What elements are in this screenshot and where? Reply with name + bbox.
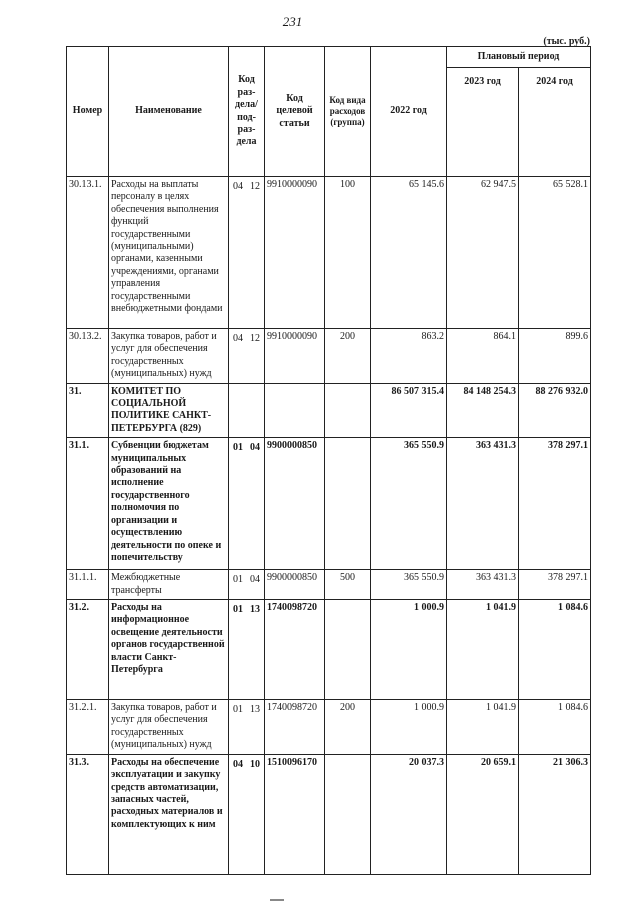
row-target-code: 9910000090 xyxy=(265,177,325,329)
section-code-pair xyxy=(231,440,262,456)
row-name: Закупка товаров, работ и услуг для обеспечения государственных (муниципальных) нужд xyxy=(109,700,229,755)
table-row xyxy=(67,570,591,600)
table-row xyxy=(67,600,591,700)
row-amount-2023: 1 041.9 xyxy=(447,600,519,700)
header-planned-period: Плановый период xyxy=(447,47,591,68)
table-row xyxy=(67,754,591,874)
section-code: 04 xyxy=(233,333,243,344)
header-2022: 2022 год xyxy=(371,47,447,177)
row-amount-2024: 65 528.1 xyxy=(519,177,591,329)
header-section-code: Код раз-дела/ под-раз-дела xyxy=(229,47,265,177)
table-row xyxy=(67,383,591,438)
subsection-code: 12 xyxy=(250,181,260,192)
row-name: Межбюджетные трансферты xyxy=(109,570,229,600)
row-number: 31. xyxy=(67,383,109,438)
table-row xyxy=(67,700,591,755)
row-amount-2023: 363 431.3 xyxy=(447,438,519,570)
table-body xyxy=(67,177,591,875)
subsection-code: 10 xyxy=(250,758,260,770)
section-code-pair xyxy=(231,702,262,718)
header-expense-type: Код вида расходов (группа) xyxy=(325,47,371,177)
header-target-code: Код целевой статьи xyxy=(265,47,325,177)
row-amount-2022: 365 550.9 xyxy=(371,438,447,570)
row-target-code: 1510096170 xyxy=(265,754,325,874)
row-expense-type xyxy=(325,383,371,438)
row-target-code: 1740098720 xyxy=(265,700,325,755)
header-name: Наименование xyxy=(109,47,229,177)
row-expense-type xyxy=(325,600,371,700)
row-amount-2022: 863.2 xyxy=(371,329,447,384)
section-code-pair xyxy=(231,386,262,390)
row-name: Расходы на выплаты персоналу в целях обеспечения выполнения функций государственными (муниципальными) органами, казенными учреждениями, органами управления государственными внебюджетными фондами xyxy=(109,177,229,329)
row-amount-2024: 1 084.6 xyxy=(519,600,591,700)
row-number: 31.2.1. xyxy=(67,700,109,755)
section-code-pair xyxy=(231,179,262,195)
row-section-code xyxy=(229,600,265,700)
header-number: Номер xyxy=(67,47,109,177)
row-target-code xyxy=(265,383,325,438)
row-section-code xyxy=(229,383,265,438)
section-code: 01 xyxy=(233,442,243,454)
row-name: Расходы на информационное освещение деятельности органов государственной власти Санкт-Петербурга xyxy=(109,600,229,700)
row-name: Расходы на обеспечение эксплуатации и закупку средств автоматизации, запасных частей, расходных материалов и комплектующих к ним xyxy=(109,754,229,874)
row-number: 31.2. xyxy=(67,600,109,700)
row-section-code xyxy=(229,438,265,570)
footer-mark xyxy=(270,899,284,901)
row-amount-2022: 365 550.9 xyxy=(371,570,447,600)
row-expense-type: 100 xyxy=(325,177,371,329)
subsection-code: 04 xyxy=(250,442,260,454)
row-section-code xyxy=(229,570,265,600)
row-target-code: 1740098720 xyxy=(265,600,325,700)
row-number: 30.13.1. xyxy=(67,177,109,329)
row-amount-2024: 378 297.1 xyxy=(519,570,591,600)
row-amount-2023: 84 148 254.3 xyxy=(447,383,519,438)
section-code-pair xyxy=(231,757,262,773)
section-code: 04 xyxy=(233,758,243,770)
row-amount-2023: 1 041.9 xyxy=(447,700,519,755)
subsection-code: 12 xyxy=(250,333,260,344)
section-code: 01 xyxy=(233,574,243,586)
subsection-code: 04 xyxy=(250,574,260,586)
row-amount-2024: 899.6 xyxy=(519,329,591,384)
table-row xyxy=(67,177,591,329)
row-amount-2024: 88 276 932.0 xyxy=(519,383,591,438)
table-row xyxy=(67,329,591,384)
header-2024: 2024 год xyxy=(519,68,591,177)
row-expense-type: 500 xyxy=(325,570,371,600)
subsection-code: 13 xyxy=(250,704,260,716)
row-section-code xyxy=(229,329,265,384)
row-amount-2022: 86 507 315.4 xyxy=(371,383,447,438)
section-code-pair xyxy=(231,572,262,588)
section-code-pair xyxy=(231,602,262,618)
section-code: 04 xyxy=(233,181,243,192)
row-name: Закупка товаров, работ и услуг для обеспечения государственных (муниципальных) нужд xyxy=(109,329,229,384)
row-section-code xyxy=(229,700,265,755)
section-code: 01 xyxy=(233,704,243,716)
row-expense-type: 200 xyxy=(325,329,371,384)
row-number: 31.1.1. xyxy=(67,570,109,600)
units-label: (тыс. руб.) xyxy=(543,36,590,47)
table-row xyxy=(67,438,591,570)
row-amount-2022: 65 145.6 xyxy=(371,177,447,329)
row-amount-2023: 363 431.3 xyxy=(447,570,519,600)
row-expense-type xyxy=(325,438,371,570)
budget-table xyxy=(66,46,591,875)
row-name: КОМИТЕТ ПО СОЦИАЛЬНОЙ ПОЛИТИКЕ САНКТ-ПЕТЕРБУРГА (829) xyxy=(109,383,229,438)
row-number: 30.13.2. xyxy=(67,329,109,384)
subsection-code: 13 xyxy=(250,604,260,616)
section-code: 01 xyxy=(233,604,243,616)
row-amount-2024: 378 297.1 xyxy=(519,438,591,570)
row-number: 31.1. xyxy=(67,438,109,570)
row-expense-type xyxy=(325,754,371,874)
row-number: 31.3. xyxy=(67,754,109,874)
row-target-code: 9900000850 xyxy=(265,570,325,600)
row-name: Субвенции бюджетам муниципальных образований на исполнение государственного полномочия по организации и осуществлению деятельности по опеке и попечительству xyxy=(109,438,229,570)
row-expense-type: 200 xyxy=(325,700,371,755)
row-target-code: 9900000850 xyxy=(265,438,325,570)
row-amount-2024: 21 306.3 xyxy=(519,754,591,874)
row-section-code xyxy=(229,177,265,329)
row-amount-2022: 20 037.3 xyxy=(371,754,447,874)
row-amount-2022: 1 000.9 xyxy=(371,700,447,755)
row-amount-2023: 20 659.1 xyxy=(447,754,519,874)
row-section-code xyxy=(229,754,265,874)
header-2023: 2023 год xyxy=(447,68,519,177)
row-target-code: 9910000090 xyxy=(265,329,325,384)
row-amount-2023: 62 947.5 xyxy=(447,177,519,329)
row-amount-2024: 1 084.6 xyxy=(519,700,591,755)
row-amount-2022: 1 000.9 xyxy=(371,600,447,700)
section-code-pair xyxy=(231,331,262,347)
page-number: 231 xyxy=(282,14,303,29)
row-amount-2023: 864.1 xyxy=(447,329,519,384)
